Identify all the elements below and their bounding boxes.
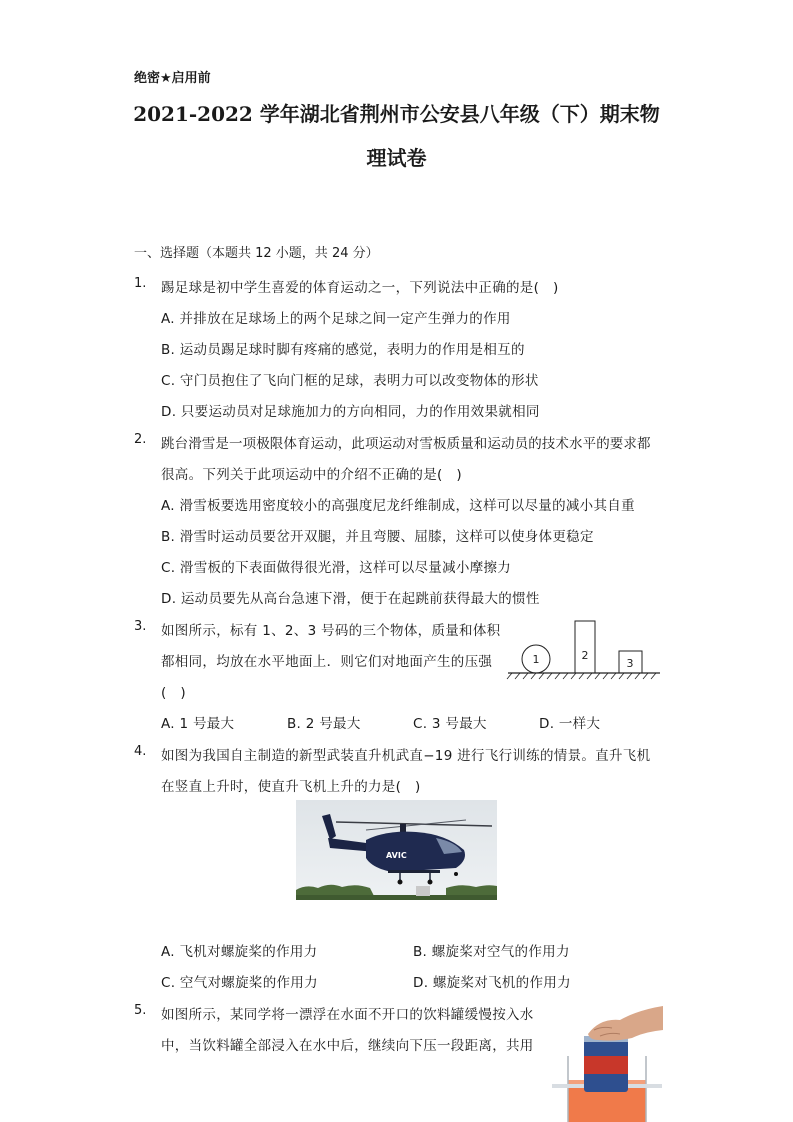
question-text: 都相同，均放在水平地面上．则它们对地面产生的压强: [161, 654, 493, 670]
three-objects-figure: [506, 615, 662, 687]
question-text: 如图所示，某同学将一漂浮在水面不开口的饮料罐缓慢按入水: [161, 1007, 534, 1023]
object-3-label: 3: [626, 657, 634, 670]
question-number: 1.: [134, 276, 147, 291]
question-text: 跳台滑雪是一项极限体育运动，此项运动对雪板质量和运动员的技术水平的要求都: [161, 436, 651, 452]
object-2-tall-block: [575, 621, 595, 673]
option-a: A. 飞机对螺旋桨的作用力: [161, 944, 318, 960]
option-c: C. 滑雪板的下表面做得很光滑，这样可以尽量减小摩擦力: [161, 560, 512, 576]
ground-surface: [507, 673, 660, 679]
helicopter-photo: [296, 800, 497, 900]
question-number: 5.: [134, 1003, 147, 1018]
question-number: 2.: [134, 432, 147, 447]
option-b: B. 运动员踢足球时脚有疼痛的感觉，表明力的作用是相互的: [161, 342, 525, 358]
exam-title-line-2: 理试卷: [366, 146, 427, 170]
option-b: B. 螺旋桨对空气的作用力: [413, 944, 570, 960]
option-c: C. 守门员抱住了飞向门框的足球，表明力可以改变物体的形状: [161, 373, 539, 389]
question-text: 如图为我国自主制造的新型武装直升机武直−19 进行飞行训练的情景。直升飞机: [161, 748, 651, 764]
option-b: B. 滑雪时运动员要岔开双腿，并且弯腰、屈膝，这样可以使身体更稳定: [161, 529, 594, 545]
beverage-can-photo: [548, 1000, 663, 1122]
object-1-label: 1: [532, 653, 540, 666]
option-c: C. 空气对螺旋桨的作用力: [161, 975, 318, 991]
helicopter-brand-text: AVIC: [386, 851, 407, 860]
option-d: D. 一样大: [539, 716, 601, 732]
question-text: 很高。下列关于此项运动中的介绍不正确的是( ): [161, 467, 462, 483]
option-c: C. 3 号最大: [413, 716, 487, 732]
option-a: A. 并排放在足球场上的两个足球之间一定产生弹力的作用: [161, 311, 511, 327]
beverage-can: [584, 1036, 628, 1092]
confidential-label: 绝密★启用前: [134, 71, 211, 86]
option-b: B. 2 号最大: [287, 716, 361, 732]
exam-title-line-1: 2021-2022 学年湖北省荆州市公安县八年级（下）期末物: [133, 102, 660, 126]
option-a: A. 滑雪板要选用密度较小的高强度尼龙纤维制成，这样可以尽量的减小其自重: [161, 498, 635, 514]
object-1-sphere: [522, 645, 550, 673]
question-text: 踢足球是初中学生喜爱的体育运动之一，下列说法中正确的是( ): [161, 280, 559, 296]
option-d: D. 螺旋桨对飞机的作用力: [413, 975, 571, 991]
question-text: ( ): [161, 685, 186, 701]
option-d: D. 只要运动员对足球施加力的方向相同，力的作用效果就相同: [161, 404, 540, 420]
option-d: D. 运动员要先从高台急速下滑，便于在起跳前获得最大的惯性: [161, 591, 540, 607]
question-number: 4.: [134, 744, 147, 759]
object-2-label: 2: [581, 649, 589, 662]
question-text: 如图所示，标有 1、2、3 号码的三个物体，质量和体积: [161, 623, 501, 639]
question-text: 中，当饮料罐全部浸入在水中后，继续向下压一段距离，共用: [161, 1038, 534, 1054]
section-heading: 一、选择题（本题共 12 小题，共 24 分）: [134, 246, 379, 261]
question-text: 在竖直上升时，使直升飞机上升的力是( ): [161, 779, 421, 795]
object-3-flat-block: [619, 651, 642, 673]
option-a: A. 1 号最大: [161, 716, 235, 732]
question-number: 3.: [134, 619, 147, 634]
